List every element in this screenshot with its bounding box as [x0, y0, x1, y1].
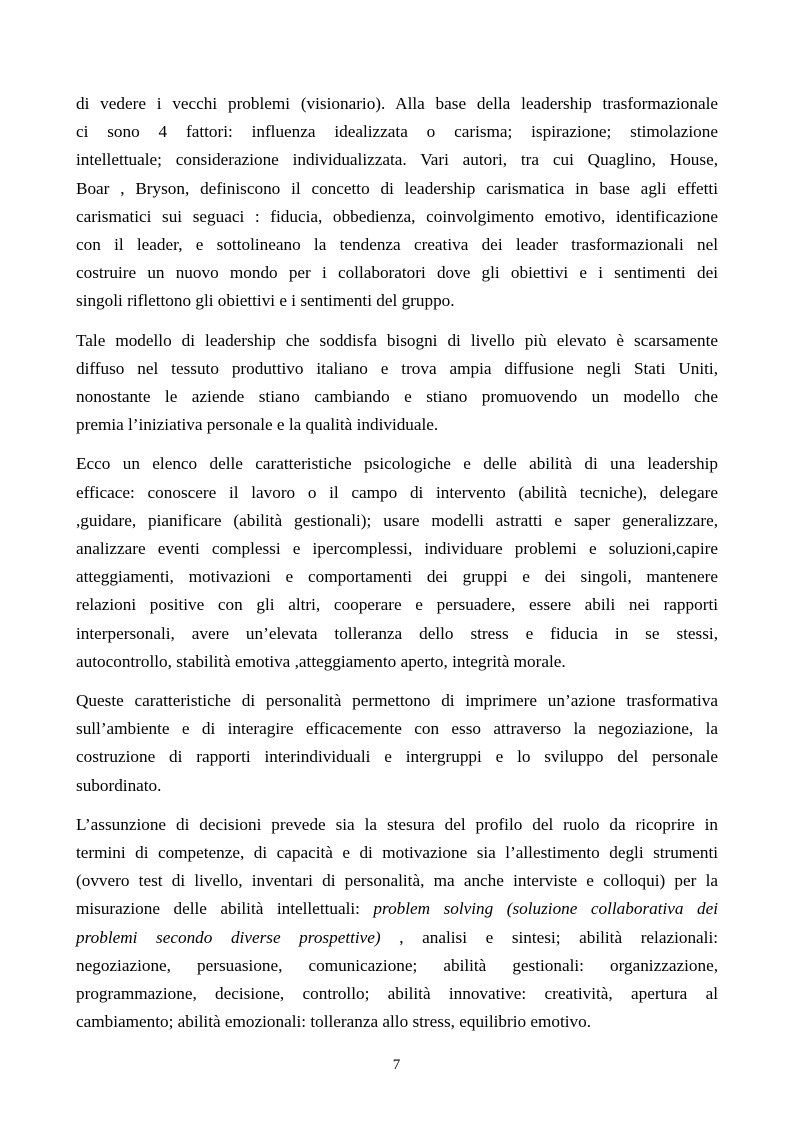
- text-italic: problemi secondo diverse prospettive): [76, 927, 381, 947]
- text-line: sull’ambiente e di interagire efficacemente con esso attraverso la negoziazione, la: [76, 719, 718, 739]
- page-number: 7: [392, 1057, 401, 1073]
- text-line: Tale modello di leadership che soddisfa bisogni di livello più elevato è scarsamente: [76, 330, 718, 350]
- text-line: nonostante le aziende stiano cambiando e stiano promuovendo un modello che: [76, 387, 718, 407]
- text-line: negoziazione, persuasione, comunicazione; abilità gestionali: organizzazione,: [76, 955, 718, 975]
- text-line: analizzare eventi complessi e ipercomplessi, individuare problemi e soluzioni,capire: [76, 539, 718, 559]
- text-line: ci sono 4 fattori: influenza idealizzata o carisma; ispirazione; stimolazione: [76, 122, 718, 142]
- page-body: [76, 90, 718, 1048]
- text-line: cambiamento; abilità emozionali: tolleranza allo stress, equilibrio emotivo.: [76, 1012, 591, 1032]
- paragraph-5: [76, 811, 718, 1037]
- text-line: efficace: conoscere il lavoro o il campo di intervento (abilità tecniche), delegare: [76, 482, 718, 502]
- text-line-mixed: [76, 895, 718, 923]
- text-line-mixed: [76, 924, 718, 952]
- text-line: autocontrollo, stabilità emotiva ,atteggiamento aperto, integrità morale.: [76, 651, 566, 671]
- text-line: relazioni positive con gli altri, cooperare e persuadere, essere abili nei rapporti: [76, 595, 718, 615]
- text-line: costruzione di rapporti interindividuali e intergruppi e lo sviluppo del personale: [76, 747, 718, 767]
- text-line: atteggiamenti, motivazioni e comportamenti dei gruppi e dei singoli, mantenere: [76, 567, 718, 587]
- paragraph-1: [76, 90, 718, 316]
- text-line: diffuso nel tessuto produttivo italiano e trova ampia diffusione negli Stati Uniti,: [76, 358, 718, 378]
- text-line: L’assunzione di decisioni prevede sia la stesura del profilo del ruolo da ricoprire in: [76, 814, 718, 834]
- text-line: premia l’iniziativa personale e la qualità individuale.: [76, 415, 439, 435]
- text-line: termini di competenze, di capacità e di motivazione sia l’allestimento degli strumenti: [76, 843, 718, 863]
- text-line: costruire un nuovo mondo per i collaboratori dove gli obiettivi e i sentimenti dei: [76, 263, 718, 283]
- text-plain: misurazione delle abilità intellettuali:: [76, 899, 374, 919]
- paragraph-3: [76, 450, 718, 676]
- text-line: Ecco un elenco delle caratteristiche psicologiche e delle abilità di una leadership: [76, 454, 718, 474]
- text-line: con il leader, e sottolineano la tendenza creativa dei leader trasformazionali nel: [76, 235, 718, 255]
- text-plain: , analisi e sintesi; abilità relazionali:: [380, 927, 718, 947]
- text-line: programmazione, decisione, controllo; abilità innovative: creatività, apertura al: [76, 984, 718, 1004]
- paragraph-2: [76, 327, 718, 440]
- text-line: Queste caratteristiche di personalità permettono di imprimere un’azione trasformativa: [76, 691, 718, 711]
- text-line: interpersonali, avere un’elevata tolleranza dello stress e fiducia in se stessi,: [76, 623, 718, 643]
- text-line: singoli riflettono gli obiettivi e i sentimenti del gruppo.: [76, 291, 455, 311]
- text-line: intellettuale; considerazione individualizzata. Vari autori, tra cui Quaglino, House,: [76, 150, 718, 170]
- text-line: di vedere i vecchi problemi (visionario). Alla base della leadership trasformazionale: [76, 94, 718, 113]
- text-line: ,guidare, pianificare (abilità gestionali); usare modelli astratti e saper generalizzare,: [76, 510, 718, 530]
- text-line: carismatici sui seguaci : fiducia, obbedienza, coinvolgimento emotivo, identificazione: [76, 206, 718, 226]
- text-line: (ovvero test di livello, inventari di personalità, ma anche interviste e colloqui) per la: [76, 871, 718, 891]
- text-line: Boar , Bryson, definiscono il concetto di leadership carismatica in base agli effetti: [76, 178, 718, 198]
- paragraph-4: [76, 687, 718, 800]
- text-italic: problem solving (soluzione collaborativa dei: [373, 899, 718, 919]
- text-line: subordinato.: [76, 775, 162, 795]
